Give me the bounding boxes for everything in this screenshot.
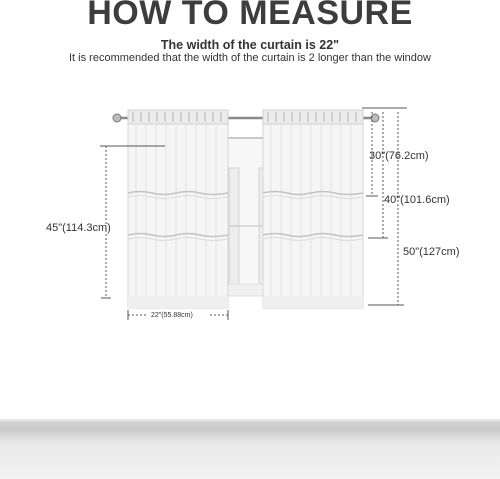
length-30-label: 30"(76.2cm) bbox=[369, 150, 429, 162]
right-length-dimensions bbox=[362, 108, 407, 305]
length-40-label: 40"(101.6cm) bbox=[384, 194, 450, 206]
floor-band bbox=[0, 421, 500, 479]
panel-length-label: 45"(114.3cm) bbox=[46, 222, 111, 234]
page-title: HOW TO MEASURE bbox=[87, 0, 413, 32]
recommendation-note: It is recommended that the width of the curtain is 2 longer than the window bbox=[69, 52, 431, 64]
length-50-label: 50"(127cm) bbox=[403, 246, 460, 258]
right-curtain-panel bbox=[263, 110, 363, 308]
curtain-width-heading: The width of the curtain is 22" bbox=[160, 38, 340, 52]
left-curtain-panel bbox=[128, 110, 228, 308]
panel-width-label: 22"(55.88cm) bbox=[151, 312, 193, 319]
